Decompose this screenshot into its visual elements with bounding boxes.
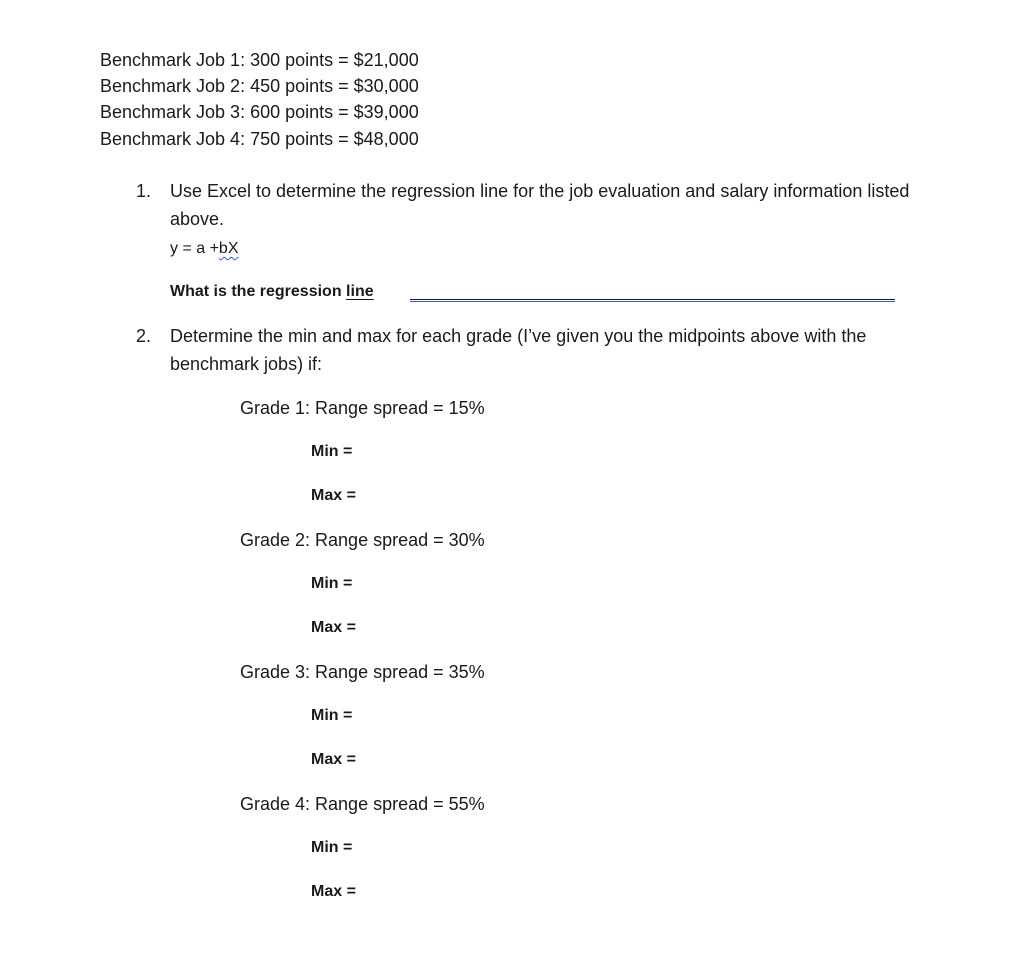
grade-4-min: Min =	[311, 839, 353, 856]
question-1-text-line-2: above.	[170, 209, 225, 229]
grade-1-min: Min =	[311, 443, 353, 460]
grade-1-max: Max =	[311, 487, 356, 504]
prompt-word-line: line	[346, 283, 374, 300]
regression-line-prompt	[170, 281, 374, 303]
grade-3-label: Grade 3: Range spread = 35%	[240, 662, 485, 682]
benchmark-job-3: Benchmark Job 3: 600 points = $39,000	[100, 102, 419, 122]
question-2-text-line-2: benchmark jobs) if:	[170, 354, 323, 374]
formula-variable: bX	[218, 240, 239, 257]
question-2-number: 2.	[136, 326, 152, 346]
grade-3-min: Min =	[311, 707, 353, 724]
question-1-number: 1.	[136, 181, 152, 201]
benchmark-job-1: Benchmark Job 1: 300 points = $21,000	[100, 50, 419, 70]
prompt-main: What is the regression	[170, 283, 347, 300]
regression-answer-blank[interactable]	[410, 299, 895, 300]
grade-2-label: Grade 2: Range spread = 30%	[240, 530, 485, 550]
grade-1-label: Grade 1: Range spread = 15%	[240, 398, 485, 418]
question-2-text-line-1: Determine the min and max for each grade (I’ve given you the midpoints above with the	[170, 326, 867, 346]
benchmark-job-2: Benchmark Job 2: 450 points = $30,000	[100, 76, 419, 96]
grade-2-min: Min =	[311, 575, 353, 592]
regression-formula	[170, 238, 239, 260]
grade-3-max: Max =	[311, 751, 356, 768]
grade-4-max: Max =	[311, 883, 356, 900]
grade-4-label: Grade 4: Range spread = 55%	[240, 794, 485, 814]
formula-prefix: y = a +	[170, 240, 219, 257]
question-1-text-line-1: Use Excel to determine the regression line for the job evaluation and salary information listed	[170, 181, 910, 201]
grade-2-max: Max =	[311, 619, 356, 636]
benchmark-job-4: Benchmark Job 4: 750 points = $48,000	[100, 129, 419, 149]
